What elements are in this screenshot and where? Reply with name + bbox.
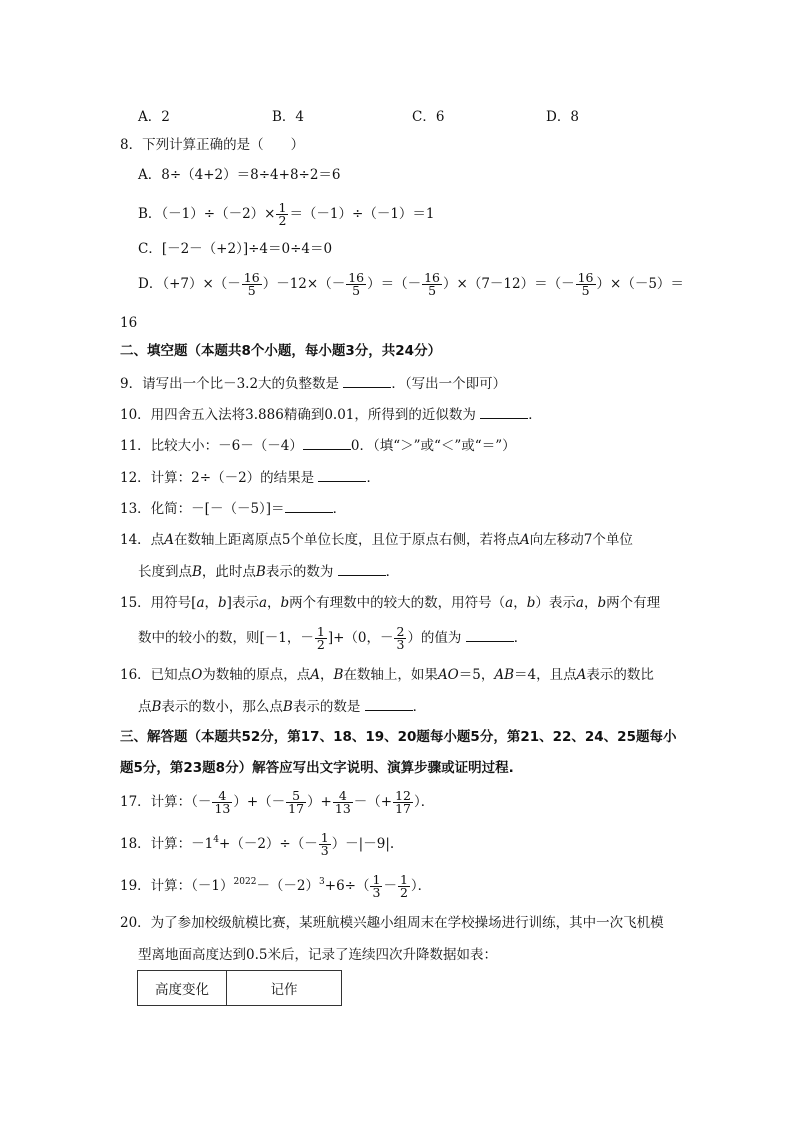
q15-var-b: b xyxy=(218,595,227,611)
section-3-heading-line1: 三、解答题（本题共52分，第17、18、19、20题每小题5分，第21、22、24、25题每小 xyxy=(120,729,677,745)
q15-var-a2: a xyxy=(258,595,268,611)
q7-option-a: A．2 xyxy=(138,109,170,125)
q16-t8: 表示的数小，那么点 xyxy=(161,699,283,715)
q8b-text2: ＝（－1）÷（－1）＝1 xyxy=(289,206,435,222)
q17-n1: 4 xyxy=(212,790,232,804)
q8d-n4: 16 xyxy=(577,269,594,285)
q16-ao: AO xyxy=(437,667,459,683)
q17-frac4 xyxy=(393,787,413,816)
q17-frac1 xyxy=(212,787,232,816)
q17-frac3 xyxy=(333,787,353,816)
q9-blank xyxy=(343,374,391,388)
q8d-frac4 xyxy=(576,269,596,298)
q15-t6: 数中的较小的数，则[－1，－ xyxy=(138,630,314,646)
q18-t2: +（－2）÷（－ xyxy=(219,836,318,852)
q7-option-b: B．4 xyxy=(272,109,305,125)
q10 xyxy=(120,405,542,424)
q14-point-a: A xyxy=(164,532,174,548)
q16-point-b2: B xyxy=(151,699,162,715)
q15-d2: 3 xyxy=(396,637,405,652)
q12-text: 12．计算：2÷（－2）的结果是 xyxy=(120,470,315,486)
q8d-d2: 5 xyxy=(352,283,361,298)
q12-blank xyxy=(318,468,366,482)
q16-t9: 表示的数是 xyxy=(292,699,361,715)
q16-point-o: O xyxy=(191,667,203,683)
q15-comma4: ， xyxy=(583,595,598,611)
q13-text2: ． xyxy=(332,501,347,517)
q16-t2: 为数轴的原点，点 xyxy=(202,667,311,683)
q15-line1 xyxy=(120,594,660,612)
q15-var-a4: a xyxy=(575,595,584,611)
q19 xyxy=(120,868,431,904)
q12 xyxy=(120,468,380,487)
q8d-t1: D．（+7）×（－ xyxy=(138,276,241,292)
q14-t4: 长度到点 xyxy=(138,564,192,580)
q8-stem: 8．下列计算正确的是（ ） xyxy=(120,137,305,153)
q8d-t2: ）－12×（－ xyxy=(262,276,346,292)
q18-t1: 18．计算：－1 xyxy=(120,836,214,852)
q19-n2: 1 xyxy=(399,871,408,887)
q16-point-a: A xyxy=(310,667,321,683)
q8d-frac1 xyxy=(242,269,262,298)
q15-frac2 xyxy=(394,623,406,652)
q15-n1: 1 xyxy=(316,623,325,639)
q14-t7: ． xyxy=(385,564,400,580)
q17-t2: ）+（－ xyxy=(233,794,286,810)
q15-t3: 两个有理数中的较大的数，用符号（ xyxy=(289,595,506,611)
q20-table xyxy=(137,970,342,1006)
q9 xyxy=(120,374,506,393)
q8d-d3: 5 xyxy=(428,283,437,298)
q19-t1: 19．计算：（－1） xyxy=(120,878,234,894)
q16-point-a2: A xyxy=(576,667,587,683)
q11-blank xyxy=(303,436,351,450)
q17-d4: 17 xyxy=(395,801,411,816)
q7-option-d: D．8 xyxy=(546,109,579,125)
q14-point-a2: A xyxy=(520,532,530,548)
q13-blank xyxy=(285,499,333,513)
q19-d1: 3 xyxy=(372,885,381,900)
q13-text: 13．化简：－[－（－5）]＝ xyxy=(120,501,285,517)
q17-n3: 4 xyxy=(333,790,353,804)
q8-option-d xyxy=(138,266,684,302)
q19-exponent1: 2022 xyxy=(233,877,257,887)
q16-ab: AB xyxy=(494,667,515,683)
q15-comma3: ， xyxy=(513,595,527,611)
q8-option-a: A．8÷（4+2）＝8÷4+8÷2＝6 xyxy=(138,167,341,183)
q15-var-a: a xyxy=(196,595,205,611)
q19-t3: +6÷（ xyxy=(324,878,370,894)
q17-d1: 13 xyxy=(214,801,231,816)
q8d-t4: ）×（7－12）＝（－ xyxy=(443,276,575,292)
q14-blank xyxy=(338,562,386,576)
section-3-heading-line2: 题5分，第23题8分）解答应写出文字说明、演算步骤或证明过程. xyxy=(120,760,514,776)
q16-t3: 在数轴上，如果 xyxy=(343,667,438,683)
q15-t4: ）表示 xyxy=(535,595,576,611)
q8b-num: 1 xyxy=(278,199,287,215)
q18-t3: ）－|－9|. xyxy=(331,836,395,852)
q8b-text: B．（－1）÷（－2）× xyxy=(138,206,276,222)
q9-text: 9．请写出一个比－3.2大的负整数是 xyxy=(120,376,340,392)
q15-t5: 两个有理 xyxy=(606,595,661,611)
q17 xyxy=(120,784,434,820)
q8d-n3: 16 xyxy=(424,269,441,285)
q15-t1: 15．用符号[ xyxy=(120,595,197,611)
q15-d1: 2 xyxy=(316,637,325,652)
q14-line1 xyxy=(120,531,633,549)
q8d-t3: ）＝（－ xyxy=(367,276,422,292)
q17-frac2 xyxy=(286,787,306,816)
q10-blank xyxy=(480,405,528,419)
q15-var-a3: a xyxy=(505,595,514,611)
q16-point-b3: B xyxy=(282,699,293,715)
q17-t5: ）． xyxy=(414,794,435,810)
q15-comma2: ， xyxy=(267,595,281,611)
q15-var-b4: b xyxy=(597,595,607,611)
section-2-heading: 二、填空题（本题共8个小题，每小题3分，共24分） xyxy=(120,343,442,359)
q16-blank xyxy=(365,697,413,711)
q17-n2: 5 xyxy=(286,790,306,804)
q15-blank xyxy=(466,628,514,642)
q8-option-c: C．[－2－（+2）]÷4＝0÷4＝0 xyxy=(138,241,333,257)
q14-t2: 在数轴上距离原点5个单位长度，且位于原点右侧，若将点 xyxy=(173,532,521,548)
q15-frac1 xyxy=(315,623,327,652)
q20-line1: 20．为了参加校级航模比赛，某班航模兴趣小组周末在学校操场进行训练，其中一次飞机模 xyxy=(120,915,664,931)
q8-option-b xyxy=(138,196,435,232)
q17-t4: －（+ xyxy=(353,794,393,810)
q11-text: 11．比较大小：－6－（－4） xyxy=(120,438,303,454)
q8d-d4: 5 xyxy=(581,283,590,298)
q19-n1: 1 xyxy=(372,871,381,887)
table-header-record: 记作 xyxy=(227,971,342,1006)
q14-t3: 向左移动7个单位 xyxy=(529,532,633,548)
q16-t10: ． xyxy=(412,699,427,715)
table-row xyxy=(138,971,342,1006)
q15-var-b3: b xyxy=(526,595,536,611)
q14-t5: ，此时点 xyxy=(201,564,256,580)
q16-point-b: B xyxy=(333,667,344,683)
q12-text2: ． xyxy=(366,470,380,486)
q19-t4: ）． xyxy=(410,878,432,894)
q15-t2: ]表示 xyxy=(226,595,259,611)
q17-t3: ）+ xyxy=(307,794,332,810)
q19-t2: －（－2） xyxy=(256,878,320,894)
q14-t1: 14．点 xyxy=(120,532,165,548)
q7-option-c: C．6 xyxy=(412,109,445,125)
q18-frac xyxy=(319,829,331,858)
q8d-frac3 xyxy=(422,269,442,298)
q14-point-b2: B xyxy=(255,564,266,580)
q8d-d1: 5 xyxy=(247,283,256,298)
q17-d3: 13 xyxy=(334,801,351,816)
q17-t1: 17．计算：（－ xyxy=(120,794,212,810)
q15-line2 xyxy=(138,620,527,656)
q8-option-d-continued: 16 xyxy=(120,315,138,331)
q15-t9: ． xyxy=(513,630,528,646)
q16-t7: 点 xyxy=(138,699,152,715)
q14-point-b: B xyxy=(192,564,202,580)
q19-frac1 xyxy=(370,871,382,900)
q8d-n2: 16 xyxy=(348,269,365,285)
q14-t6: 表示的数为 xyxy=(265,564,334,580)
q18-d: 3 xyxy=(320,843,329,858)
q16-t6: 表示的数比 xyxy=(586,667,654,683)
q11-text2: 0．（填“＞”或“＜”或“＝”） xyxy=(350,438,516,454)
q8d-n1: 16 xyxy=(243,269,260,285)
q18-exponent: 4 xyxy=(213,835,220,845)
q19-exponent2: 3 xyxy=(319,877,325,887)
q13 xyxy=(120,499,346,518)
q17-d2: 17 xyxy=(288,801,305,816)
q15-var-b2: b xyxy=(280,595,290,611)
q14-line2 xyxy=(138,562,399,581)
q8b-den: 2 xyxy=(278,213,287,228)
q16-t1: 16．已知点 xyxy=(120,667,192,683)
q17-n4: 12 xyxy=(395,787,411,803)
q18 xyxy=(120,826,394,862)
q15-t8: ）的值为 xyxy=(407,630,462,646)
q19-minus: － xyxy=(383,878,397,894)
q15-n2: 2 xyxy=(396,623,405,639)
q8d-t5: ）×（－5）＝ xyxy=(596,276,684,292)
q16-t4: ＝5， xyxy=(458,667,495,683)
q8d-frac2 xyxy=(346,269,366,298)
q16-t5: ＝4，且点 xyxy=(514,667,577,683)
q16-line1: 16．已知点O为数轴的原点，点A，B在数轴上，如果AO＝5，AB＝4，且点A表示的数比 xyxy=(120,667,654,683)
q11 xyxy=(120,436,516,455)
table-header-height-change: 高度变化 xyxy=(138,971,227,1006)
q19-d2: 2 xyxy=(399,885,408,900)
q18-n: 1 xyxy=(320,829,329,845)
q8b-fraction xyxy=(276,199,288,228)
q16-line2 xyxy=(138,697,426,716)
q9-text2: ．（写出一个即可） xyxy=(391,376,507,392)
q15-comma: ， xyxy=(204,595,219,611)
q20-line2: 型离地面高度达到0.5米后，记录了连续四次升降数据如表： xyxy=(138,947,497,963)
q19-frac2 xyxy=(398,871,410,900)
q15-t7: ]+（0，－ xyxy=(327,630,394,646)
q10-text2: ． xyxy=(528,407,542,423)
q10-text: 10．用四舍五入法将3.886精确到0.01，所得到的近似数为 xyxy=(120,407,476,423)
